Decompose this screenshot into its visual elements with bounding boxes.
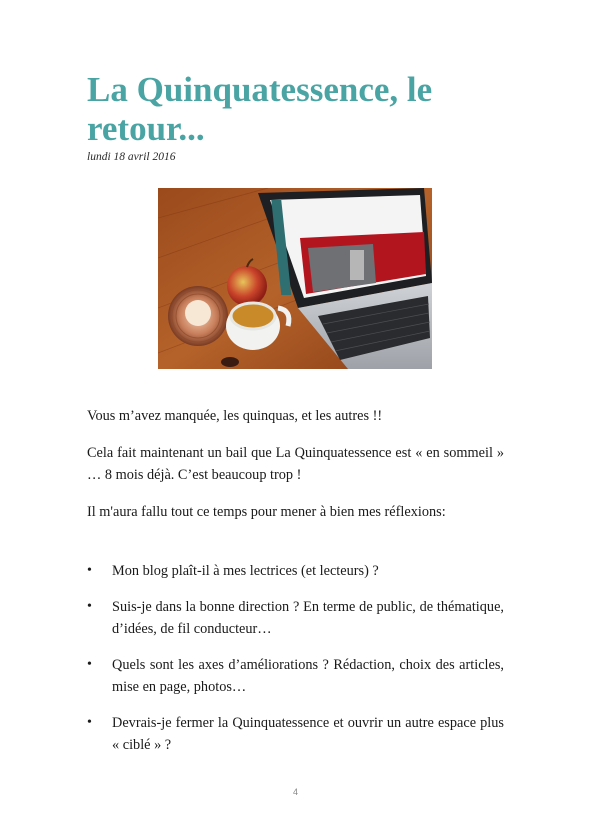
article-photo <box>158 188 432 369</box>
bullet-marker: • <box>87 599 92 614</box>
list-item <box>87 712 504 756</box>
page-number: 4 <box>292 787 298 797</box>
list-item-text: Suis-je dans la bonne direction ? En terme de public, de thématique, d’idées, de fil conducteur… <box>112 599 504 637</box>
list-item <box>87 560 504 582</box>
article-title: La Quinquatessence, le retour... <box>87 70 433 148</box>
list-item-text: Mon blog plaît-il à mes lectrices (et lecteurs) ? <box>112 563 379 579</box>
bullet-marker: • <box>87 563 92 578</box>
paragraph-reflections: Il m'aura fallu tout ce temps pour mener à bien mes réflexions: <box>87 504 446 520</box>
bullet-marker: • <box>87 715 92 730</box>
bullet-marker: • <box>87 657 92 672</box>
list-item <box>87 596 504 640</box>
reflection-list <box>87 560 504 770</box>
article-date: lundi 18 avril 2016 <box>87 151 176 163</box>
list-item-text: Devrais-je fermer la Quinquatessence et ouvrir un autre espace plus « ciblé » ? <box>112 715 504 753</box>
paragraph-intro: Vous m’avez manquée, les quinquas, et les autres !! <box>87 408 383 424</box>
paragraph-sleep: Cela fait maintenant un bail que La Quinquatessence est « en sommeil » … 8 mois déjà. C’est beaucoup trop ! <box>87 445 504 483</box>
list-item <box>87 654 504 698</box>
list-item-text: Quels sont les axes d’améliorations ? Rédaction, choix des articles, mise en page, photos… <box>112 657 504 695</box>
